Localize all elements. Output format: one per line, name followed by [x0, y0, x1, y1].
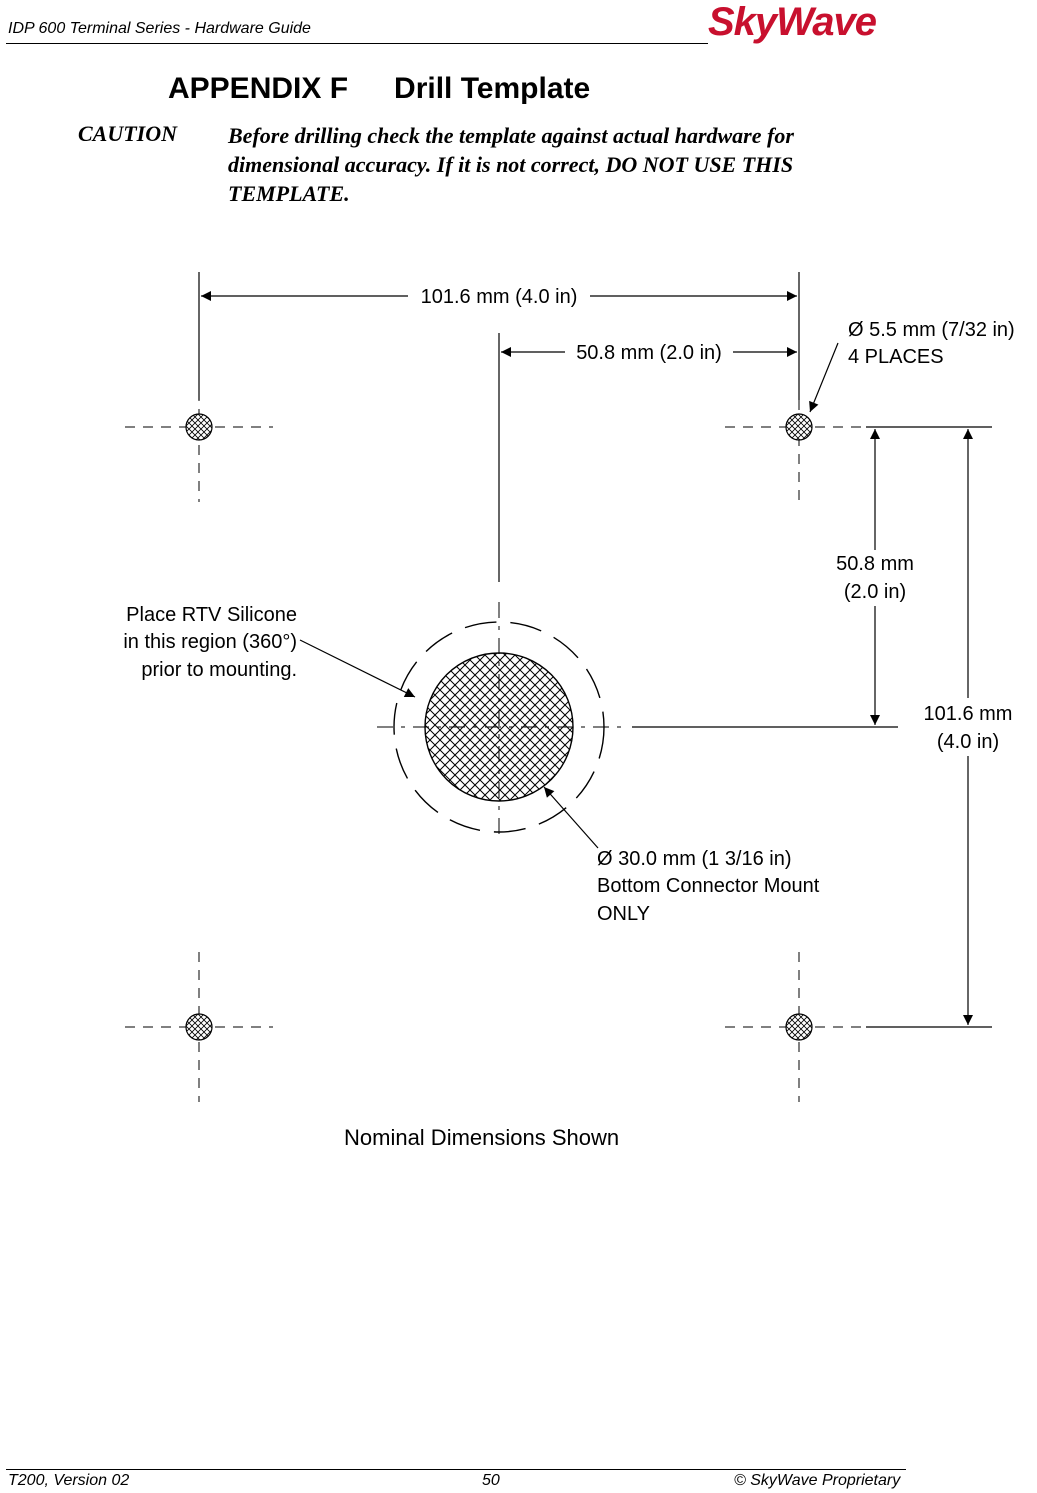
hole-spec-line2: 4 PLACES [848, 346, 944, 368]
hole-spec-line1: Ø 5.5 mm (7/32 in) [848, 319, 1015, 341]
leader-rtv [300, 640, 415, 697]
dim-label-right-full-line2: (4.0 in) [936, 731, 1000, 753]
page-number: 50 [482, 1472, 500, 1489]
mounting-hole-top-left [125, 355, 273, 502]
document-title: IDP 600 Terminal Series - Hardware Guide [8, 20, 311, 37]
rtv-note-line2: in this region (360°) [123, 631, 297, 653]
caution-text: Before drilling check the template against actual hardware for dimensional accuracy. If it is not correct, DO NOT USE THIS TEMPLATE. [228, 123, 794, 206]
appendix-label: APPENDIX F [168, 72, 349, 105]
caution-label: CAUTION [78, 121, 178, 146]
dim-label-top-half: 50.8 mm (2.0 in) [576, 342, 722, 364]
connector-hole [377, 602, 625, 842]
footer-rule [6, 1469, 906, 1470]
dim-label-top-full: 101.6 mm (4.0 in) [420, 286, 578, 308]
appendix-title: Drill Template [394, 72, 591, 105]
connector-spec-line2: Bottom Connector Mount [597, 875, 820, 897]
drawing-caption: Nominal Dimensions Shown [344, 1125, 620, 1150]
rtv-note-line1: Place RTV Silicone [126, 604, 297, 626]
skywave-logo: SkyWave [708, 0, 876, 44]
connector-spec-line1: Ø 30.0 mm (1 3/16 in) [597, 848, 792, 870]
footer-version: T200, Version 02 [8, 1472, 130, 1489]
mounting-hole-top-right [725, 400, 873, 502]
leader-hole-spec [810, 343, 838, 412]
connector-spec-line3: ONLY [597, 903, 650, 925]
mounting-hole-bottom-right [725, 952, 873, 1102]
footer-copyright: © SkyWave Proprietary [734, 1472, 901, 1489]
rtv-note-line3: prior to mounting. [141, 659, 297, 681]
dim-label-right-full-line1: 101.6 mm [923, 703, 1013, 725]
mounting-hole-bottom-left [125, 952, 273, 1102]
dim-label-right-half-line1: 50.8 mm [836, 553, 914, 575]
dim-label-right-half-line2: (2.0 in) [843, 581, 907, 603]
